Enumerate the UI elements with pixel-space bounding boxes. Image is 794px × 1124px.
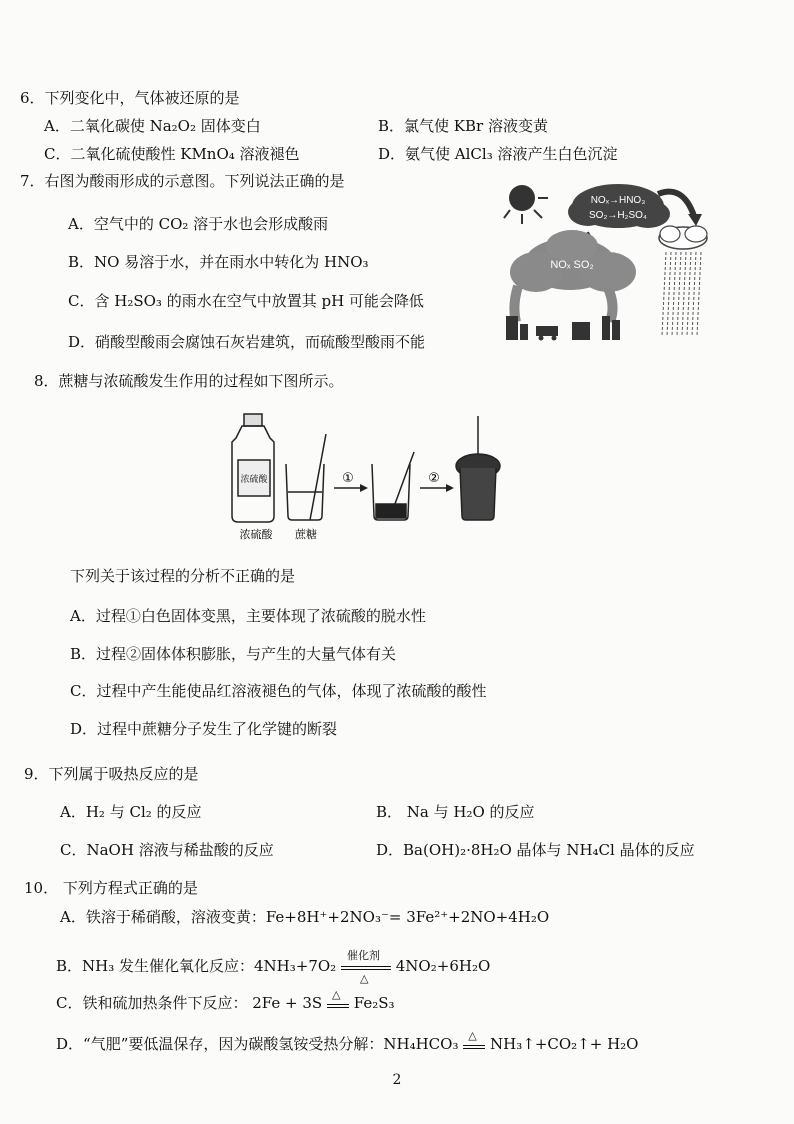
caption-sugar: 蔗糖 — [295, 528, 317, 541]
q9-option-b: B． Na 与 H₂O 的反应 — [376, 803, 535, 821]
step-2-label: ② — [428, 471, 440, 486]
q10-option-d — [56, 1029, 639, 1054]
q10-c-lhs: C．铁和硫加热条件下反应： 2Fe + 3S — [56, 994, 323, 1012]
q10-d-heat: △ — [468, 1029, 477, 1042]
q10-option-c — [56, 988, 395, 1013]
q10-b-lhs: B．NH₃ 发生催化氧化反应：4NH₃+7O₂ — [56, 957, 337, 975]
beaker-sugar — [286, 434, 326, 520]
truck-icon — [536, 326, 558, 341]
bottle-label: 浓硫酸 — [240, 475, 268, 485]
cloud-label-nox-hno3: NOₓ→HNO₃ — [590, 195, 646, 206]
q8-question: 下列关于该过程的分析不正确的是 — [70, 567, 296, 585]
step-1-label: ① — [342, 471, 354, 486]
q10-c-heat: △ — [331, 988, 341, 1001]
q6-option-d: D．氨气使 AlCl₃ 溶液产生白色沉淀 — [378, 145, 618, 163]
q7-option-b: B．NO 易溶于水，并在雨水中转化为 HNO₃ — [68, 253, 369, 271]
q10-c-condition — [327, 988, 349, 1013]
q7-option-d: D．硝酸型酸雨会腐蚀石灰岩建筑，而硫酸型酸雨不能 — [68, 333, 426, 351]
q6-option-c: C．二氧化硫使酸性 KMnO₄ 溶液褪色 — [44, 145, 300, 163]
q8-option-b: B．过程②固体体积膨胀，与产生的大量气体有关 — [70, 645, 397, 663]
acid-bottle — [232, 414, 274, 522]
q7-option-c: C．含 H₂SO₃ 的雨水在空气中放置其 pH 可能会降低 — [68, 292, 424, 310]
q6-option-b: B．氯气使 KBr 溶液变黄 — [378, 117, 548, 135]
acid-rain-figure — [498, 176, 716, 342]
q10-b-rhs: 4NO₂+6H₂O — [395, 957, 491, 975]
cloud-label-so2-h2so4: SO₂→H₂SO₄ — [589, 210, 647, 221]
sun-icon — [504, 185, 548, 224]
q8-option-c: C．过程中产生能使品红溶液褪色的气体，体现了浓硫酸的酸性 — [70, 682, 487, 700]
factory-buildings — [506, 316, 620, 340]
q10-c-rhs: Fe₂S₃ — [353, 994, 395, 1012]
q10-d-rhs: NH₃↑+CO₂↑+ H₂O — [490, 1035, 639, 1053]
q10-option-a: A．铁溶于稀硝酸，溶液变黄：Fe+8H⁺+2NO₃⁻= 3Fe²⁺+2NO+4H₂O — [60, 908, 550, 926]
q7-stem: 7．右图为酸雨形成的示意图。下列说法正确的是 — [20, 172, 345, 190]
beaker-expanded — [456, 416, 500, 520]
q8-stem: 8．蔗糖与浓硫酸发生作用的过程如下图所示。 — [34, 372, 344, 390]
q10-b-catalyst: 催化剂 — [346, 949, 380, 962]
q8-option-a: A．过程①白色固体变黑，主要体现了浓硫酸的脱水性 — [70, 607, 426, 625]
q10-d-condition — [463, 1029, 485, 1054]
q8-option-d: D．过程中蔗糖分子发生了化学键的断裂 — [70, 720, 338, 738]
smoke-cloud — [510, 230, 636, 292]
smoke-label-nox-so2: NOₓ SO₂ — [550, 259, 594, 271]
rain-cloud — [659, 226, 707, 249]
q6-option-a: A．二氧化碳使 Na₂O₂ 固体变白 — [44, 117, 261, 135]
q9-option-a: A．H₂ 与 Cl₂ 的反应 — [60, 803, 202, 821]
q10-b-heat: △ — [359, 972, 369, 985]
q9-stem: 9．下列属于吸热反应的是 — [24, 765, 199, 783]
q10-option-b — [56, 949, 491, 985]
beaker-blackened — [372, 452, 414, 520]
q6-stem: 6．下列变化中，气体被还原的是 — [20, 89, 240, 107]
caption-acid: 浓硫酸 — [239, 528, 273, 541]
page-number: 2 — [392, 1072, 402, 1088]
upper-cloud — [568, 184, 670, 228]
q9-option-d: D．Ba(OH)₂·8H₂O 晶体与 NH₄Cl 晶体的反应 — [376, 841, 695, 859]
q10-b-condition — [341, 949, 391, 985]
q9-option-c: C．NaOH 溶液与稀盐酸的反应 — [60, 841, 274, 859]
q10-d-lhs: D．“气肥”要低温保存，因为碳酸氢铵受热分解：NH₄HCO₃ — [56, 1035, 459, 1053]
q7-option-a: A．空气中的 CO₂ 溶于水也会形成酸雨 — [68, 215, 329, 233]
sugar-acid-figure — [230, 412, 540, 544]
rain-streaks — [662, 252, 701, 336]
q10-stem: 10． 下列方程式正确的是 — [24, 879, 198, 897]
